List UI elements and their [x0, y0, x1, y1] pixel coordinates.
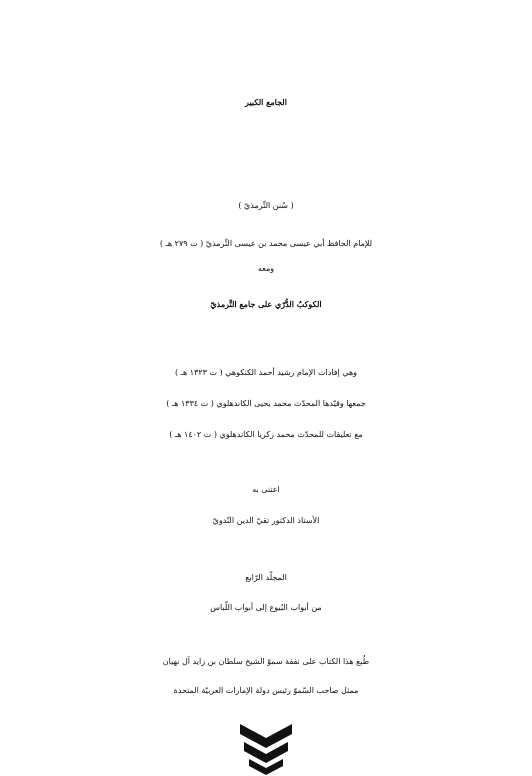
credit-line-1: وهي إفادات الإمام رشيد أحمد الكنكوهي ( ت ١٣٢٣ هـ ): [174, 368, 358, 377]
volume-label: المجلّد الرّابع: [245, 573, 287, 582]
commentary-title: الكوكبُ الدُّرّي على جامع التِّرمذيّ: [210, 299, 322, 309]
printing-note: طُبع هذا الكتاب على نفقة سموّ الشيخ سلطان بن زايد آل نهيان: [162, 657, 370, 666]
book-title: الجامع الكبير: [245, 97, 287, 107]
edited-by-label: اعتنى به: [252, 485, 280, 494]
patron-note: ممثل صاحب السّموّ رئيس دولة الإمارات العربيّة المتحدة: [173, 686, 359, 695]
publisher-chevron-logo-icon: [236, 720, 296, 776]
credit-line-2: جمعها وقيّدها المحدّث محمد يحيى الكاندهلوي ( ت ١٣٣٤ هـ ): [166, 399, 366, 408]
editor-name: الأستاذ الدكتور تقيّ الدين النّدويّ: [212, 516, 320, 525]
book-subtitle: ( سُنن التِّرمذيّ ): [238, 201, 294, 210]
volume-range: من أبواب البُيوع إلى أبواب اللّباس: [210, 603, 322, 612]
author-line: للإمام الحافظ أبي عيسى محمد بن عيسى التِّرمذيّ ( ت ٢٧٩ هـ ): [159, 239, 373, 248]
credit-line-3: مع تعليقات للمحدّث محمد زكريا الكاندهلوي ( ت ١٤٠٢ هـ ): [169, 430, 363, 439]
with-label: ومعه: [257, 264, 275, 273]
